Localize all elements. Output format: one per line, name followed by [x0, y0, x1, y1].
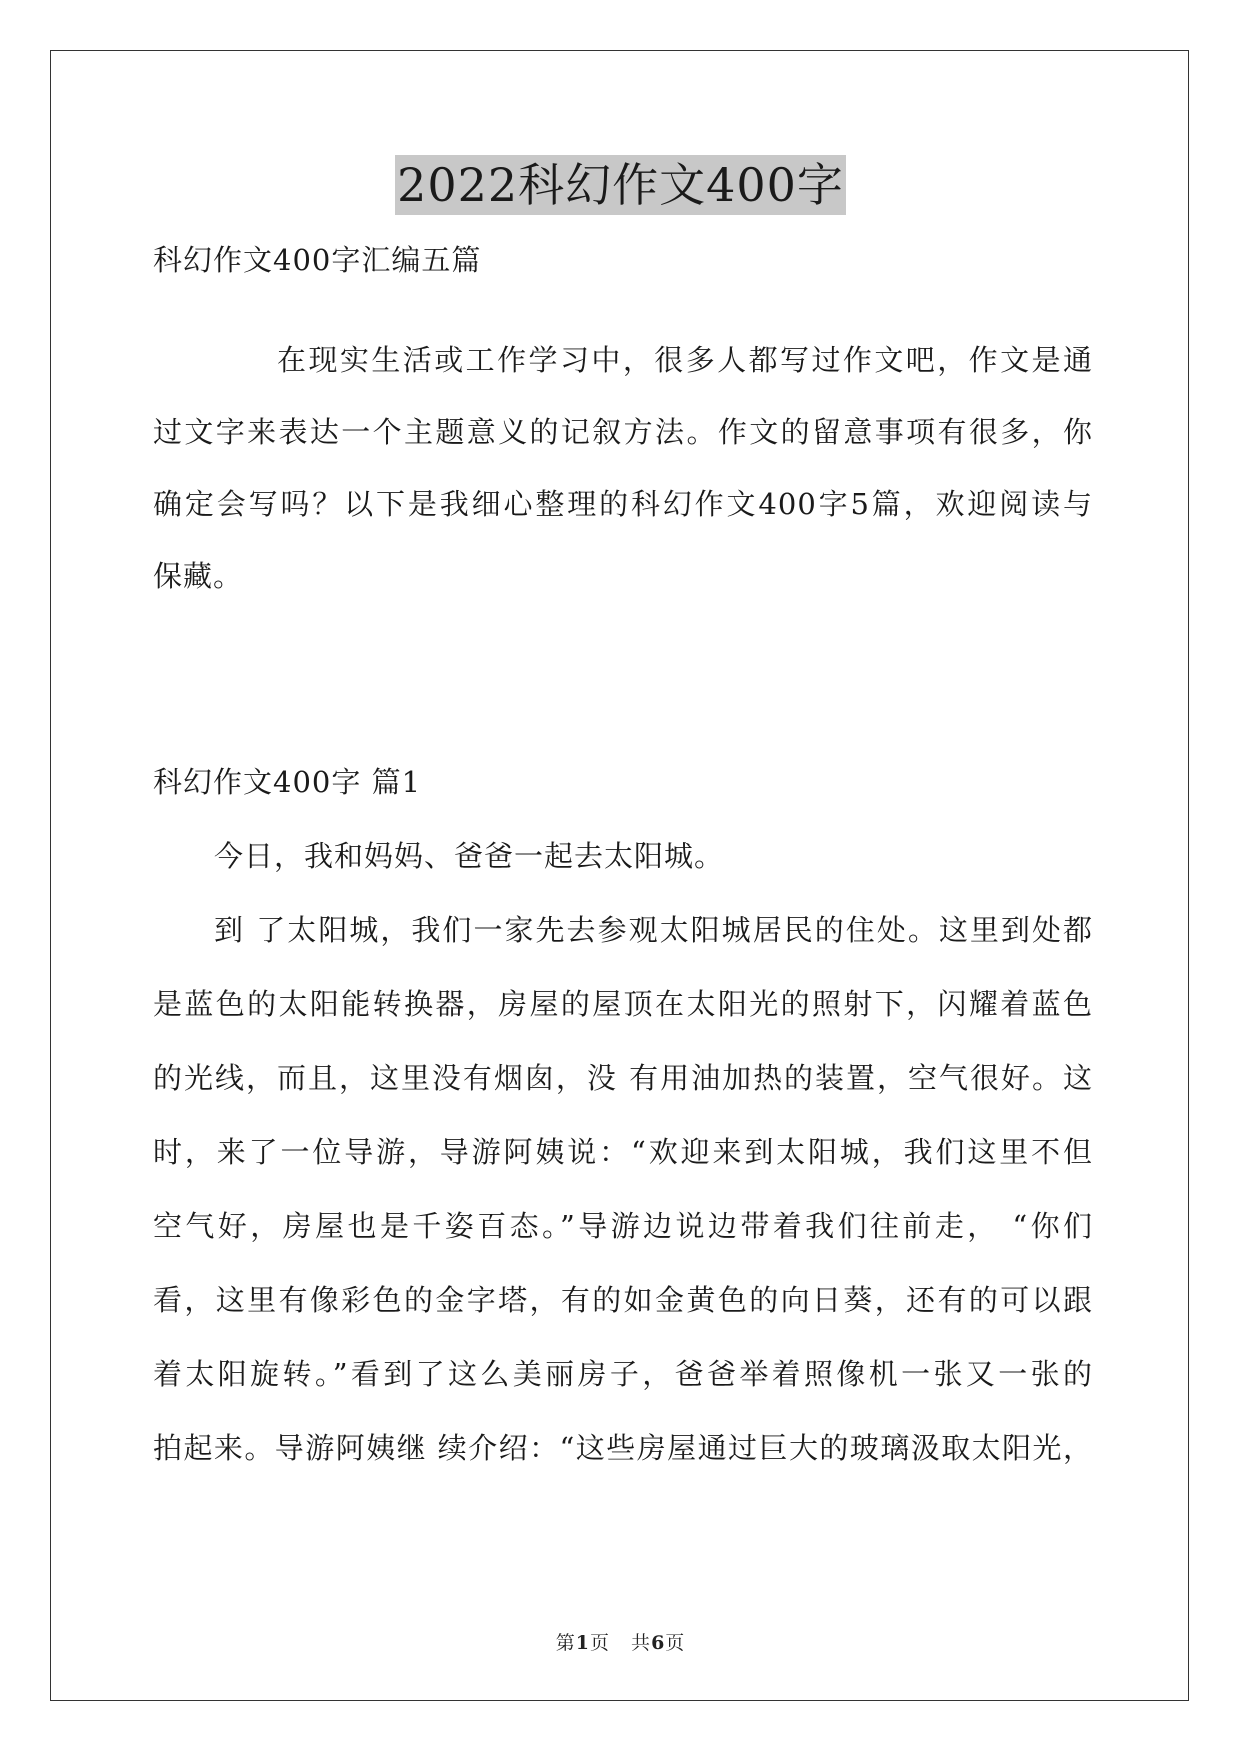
total-pages-number: 6 — [651, 1632, 666, 1654]
para2-line-7: 着太阳旋转。”看到了这么美丽房子，爸爸举着照像机一张又一张的 — [153, 1357, 1093, 1391]
current-page-number: 1 — [575, 1632, 590, 1654]
page-footer — [0, 1628, 1241, 1655]
intro-line-1: 在现实生活或工作学习中，很多人都写过作文吧，作文是通 — [277, 343, 1093, 377]
section-heading: 科幻作文400字 篇1 — [153, 765, 422, 799]
intro-line-3: 确定会写吗？以下是我细心整理的科幻作文400字5篇，欢迎阅读与 — [153, 487, 1093, 521]
para2-line-6: 看，这里有像彩色的金字塔，有的如金黄色的向日葵，还有的可以跟 — [153, 1283, 1093, 1317]
footer-prefix: 第 — [555, 1632, 576, 1654]
para2-line-8: 拍起来。导游阿姨继 续介绍：“这些房屋通过巨大的玻璃汲取太阳光， — [153, 1431, 1093, 1465]
paragraph-1: 今日，我和妈妈、爸爸一起去太阳城。 — [214, 839, 725, 873]
intro-line-2: 过文字来表达一个主题意义的记叙方法。作文的留意事项有很多，你 — [153, 415, 1093, 449]
title-container — [0, 155, 1241, 215]
para2-line-1: 到 了太阳城，我们一家先去参观太阳城居民的住处。这里到处都 — [214, 913, 1093, 947]
document-subtitle: 科幻作文400字汇编五篇 — [153, 243, 482, 277]
footer-mid: 页 共 — [589, 1632, 652, 1654]
para2-line-2: 是蓝色的太阳能转换器，房屋的屋顶在太阳光的照射下，闪耀着蓝色 — [153, 987, 1093, 1021]
intro-line-4: 保藏。 — [153, 559, 244, 593]
para2-line-4: 时，来了一位导游，导游阿姨说：“欢迎来到太阳城，我们这里不但 — [153, 1135, 1093, 1169]
document-title: 2022科幻作文400字 — [395, 155, 846, 215]
para2-line-5: 空气好，房屋也是千姿百态。”导游边说边带着我们往前走， “你们 — [153, 1209, 1093, 1243]
footer-suffix: 页 — [665, 1632, 686, 1654]
para2-line-3: 的光线，而且，这里没有烟囱，没 有用油加热的装置，空气很好。这 — [153, 1061, 1093, 1095]
